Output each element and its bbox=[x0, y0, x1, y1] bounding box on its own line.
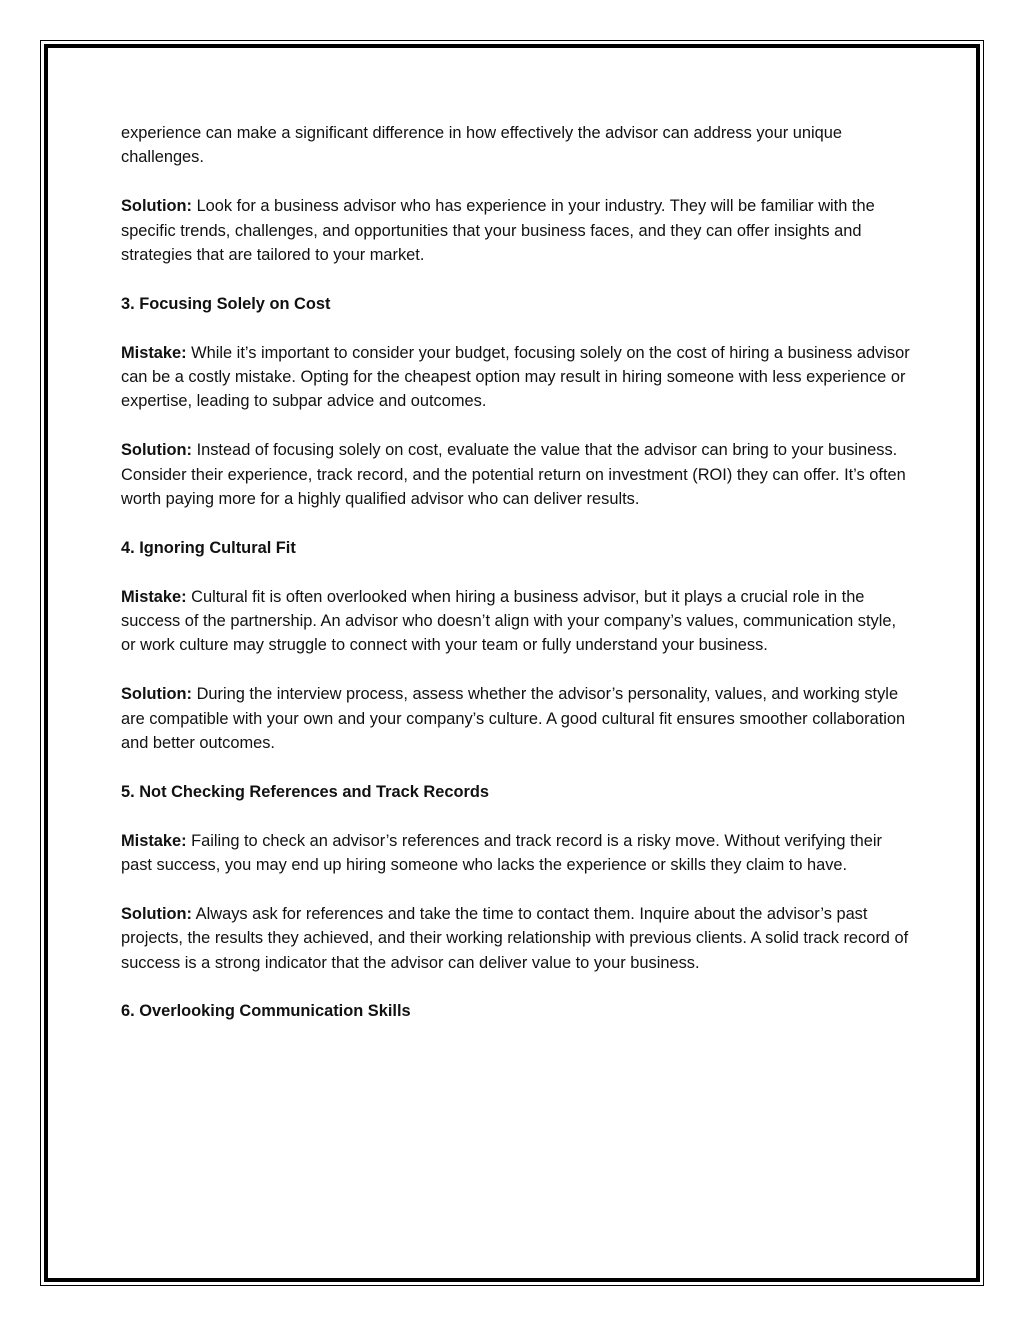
paragraph-text: During the interview process, assess whether the advisor’s personality, values, and working style are compatible with your own and your company’s culture. A good cultural fit ensures smoother collaboration and better outcomes. bbox=[121, 685, 906, 753]
document-body bbox=[121, 121, 911, 1048]
paragraph-lead: Solution: bbox=[121, 685, 193, 704]
paragraph-solution bbox=[121, 902, 911, 975]
paragraph-lead: Mistake: bbox=[121, 831, 187, 850]
paragraph-intro bbox=[121, 121, 911, 170]
paragraph-text: Failing to check an advisor’s references and track record is a risky move. Without verifying their past success, you may end up hiring someone who lacks the experience or skills they claim to have. bbox=[121, 831, 882, 875]
paragraph-text: experience can make a significant difference in how effectively the advisor can address your unique challenges. bbox=[121, 124, 843, 167]
paragraph-lead: Mistake: bbox=[121, 587, 187, 606]
paragraph-mistake bbox=[121, 341, 911, 414]
paragraph-lead: Solution: bbox=[121, 904, 193, 923]
paragraph-lead: Mistake: bbox=[121, 343, 187, 362]
paragraph-solution bbox=[121, 682, 911, 755]
paragraph-mistake bbox=[121, 829, 911, 878]
paragraph-text: Look for a business advisor who has experience in your industry. They will be familiar with the specific trends, challenges, and opportunities that your business faces, and they can offer insights and strategies that are tailored to your market. bbox=[121, 197, 875, 265]
paragraph-lead: Solution: bbox=[121, 441, 193, 460]
section-heading: 4. Ignoring Cultural Fit bbox=[121, 538, 296, 557]
paragraph-solution bbox=[121, 194, 911, 267]
section-heading: 5. Not Checking References and Track Records bbox=[121, 782, 490, 801]
paragraph-solution bbox=[121, 438, 911, 511]
paragraph-text: While it’s important to consider your budget, focusing solely on the cost of hiring a business advisor can be a costly mistake. Opting for the cheapest option may result in hiring someone with less experience or expertise, leading to subpar advice and outcomes. bbox=[121, 343, 910, 411]
paragraph-text: Always ask for references and take the time to contact them. Inquire about the advisor’s past projects, the results they achieved, and their working relationship with previous clients. A solid track record of success is a strong indicator that the advisor can deliver value to your business. bbox=[121, 904, 909, 972]
section-heading: 6. Overlooking Communication Skills bbox=[121, 1002, 411, 1021]
paragraph-mistake bbox=[121, 585, 911, 658]
paragraph-lead: Solution: bbox=[121, 197, 193, 216]
paragraph-text: Cultural fit is often overlooked when hiring a business advisor, but it plays a crucial role in the success of the partnership. An advisor who doesn’t align with your company’s values, communication style, or work culture may struggle to connect with your team or fully understand your business. bbox=[121, 587, 897, 655]
section-heading: 3. Focusing Solely on Cost bbox=[121, 294, 331, 313]
paragraph-text: Instead of focusing solely on cost, evaluate the value that the advisor can bring to your business. Consider their experience, track record, and the potential return on investment (ROI) they can offer. It’s often worth paying more for a highly qualified advisor who can deliver results. bbox=[121, 441, 906, 509]
